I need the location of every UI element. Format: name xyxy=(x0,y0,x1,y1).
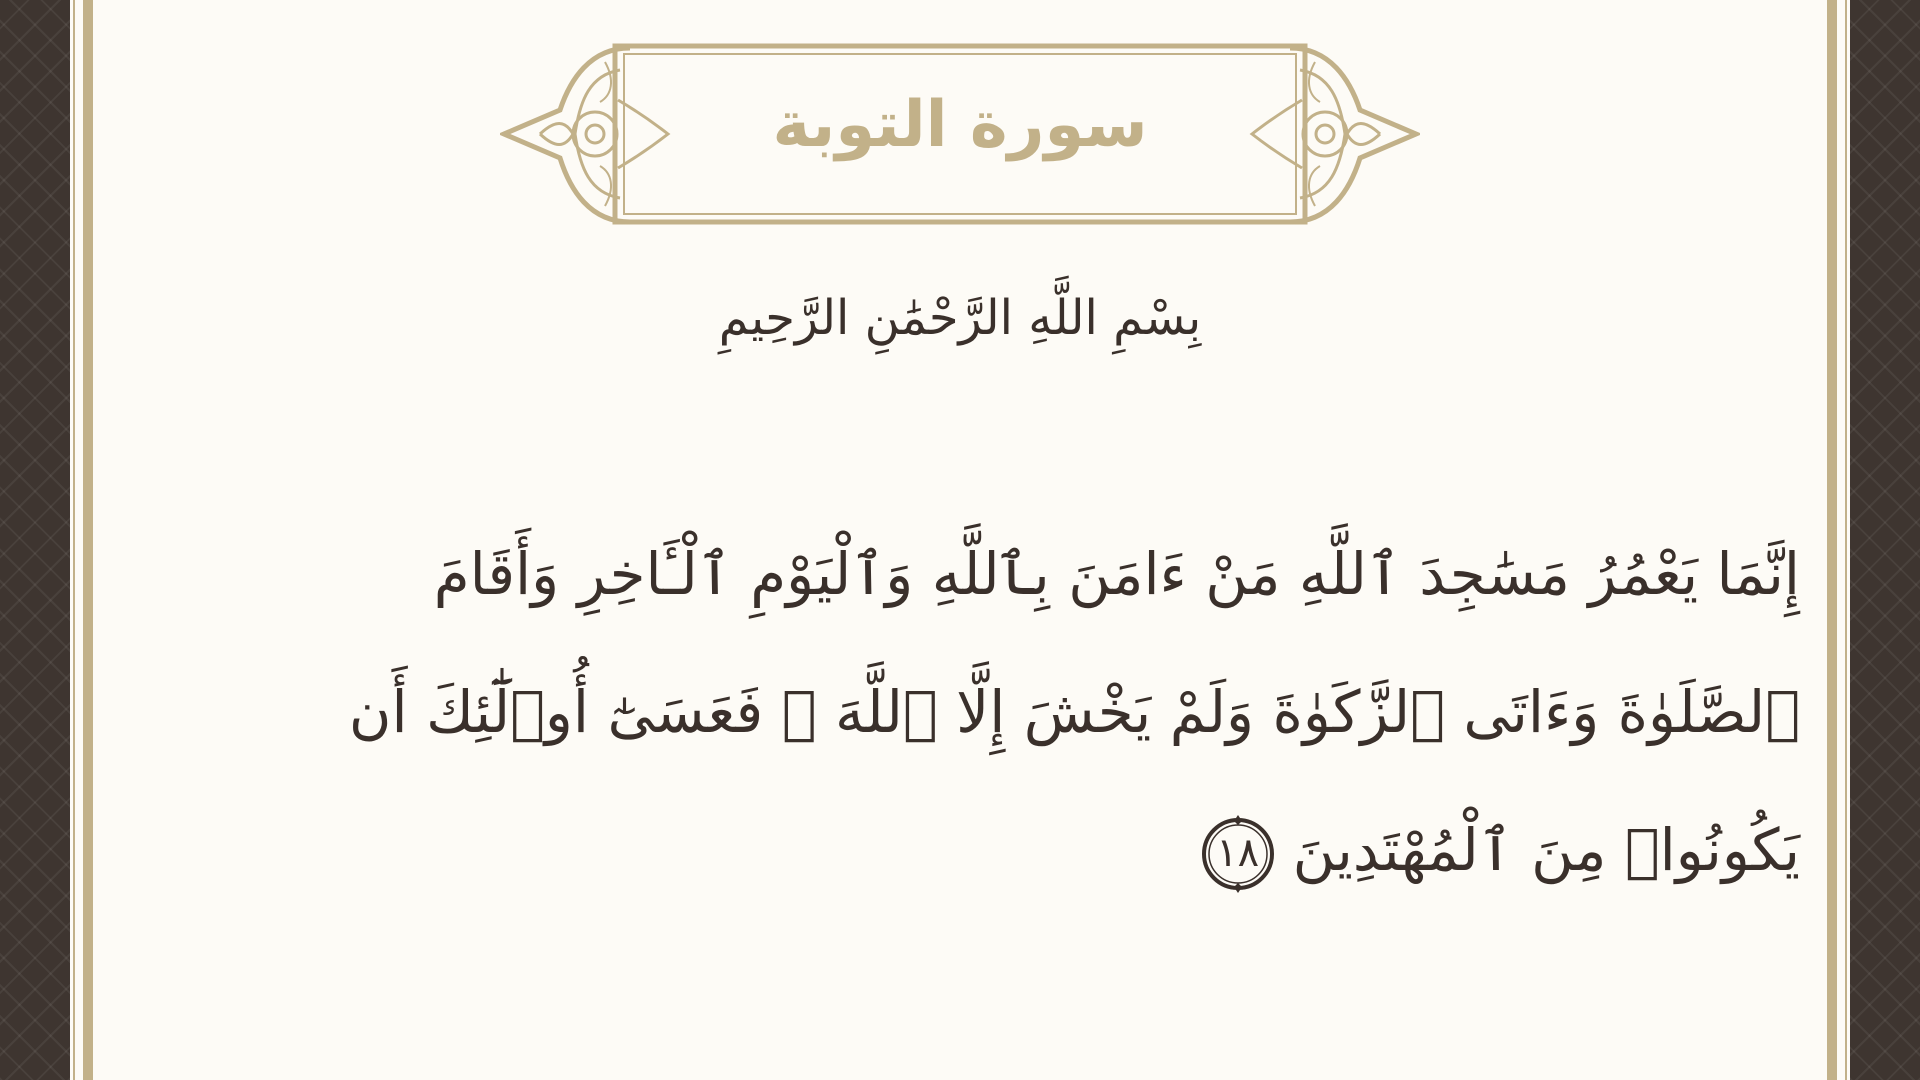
surah-title: سورة التوبة xyxy=(772,88,1148,162)
verse-line-1: إِنَّمَا يَعْمُرُ مَسَٰجِدَ ٱللَّهِ مَنْ ءَامَنَ بِٱللَّهِ وَٱلْيَوْمِ ٱلْـَٔاخِرِ وَأَقَامَ xyxy=(433,540,1800,608)
ayah-number: ١٨ xyxy=(1216,829,1260,876)
verse-line-2: ٱلصَّلَوٰةَ وَءَاتَى ٱلزَّكَوٰةَ وَلَمْ يَخْشَ إِلَّا ٱللَّهَ ۖ فَعَسَىٰٓ أُو۟لَٰٓئِكَ أَن xyxy=(348,678,1800,746)
right-gold-rule xyxy=(1827,0,1837,1080)
ayah-end-marker xyxy=(1197,813,1279,895)
surah-header-frame xyxy=(500,40,1420,228)
left-decorative-panel xyxy=(0,0,70,1080)
verse-text xyxy=(348,505,1800,919)
verse-line-3 xyxy=(380,781,1800,919)
verse-line-3-text: يَكُونُوا۟ مِنَ ٱلْمُهْتَدِينَ xyxy=(1292,816,1800,884)
left-gold-rule xyxy=(83,0,93,1080)
right-thin-rule xyxy=(1845,0,1847,1080)
right-decorative-panel xyxy=(1850,0,1920,1080)
left-thin-rule xyxy=(73,0,75,1080)
basmala: بِسْمِ اللَّهِ الرَّحْمَٰنِ الرَّحِيمِ xyxy=(718,290,1202,346)
